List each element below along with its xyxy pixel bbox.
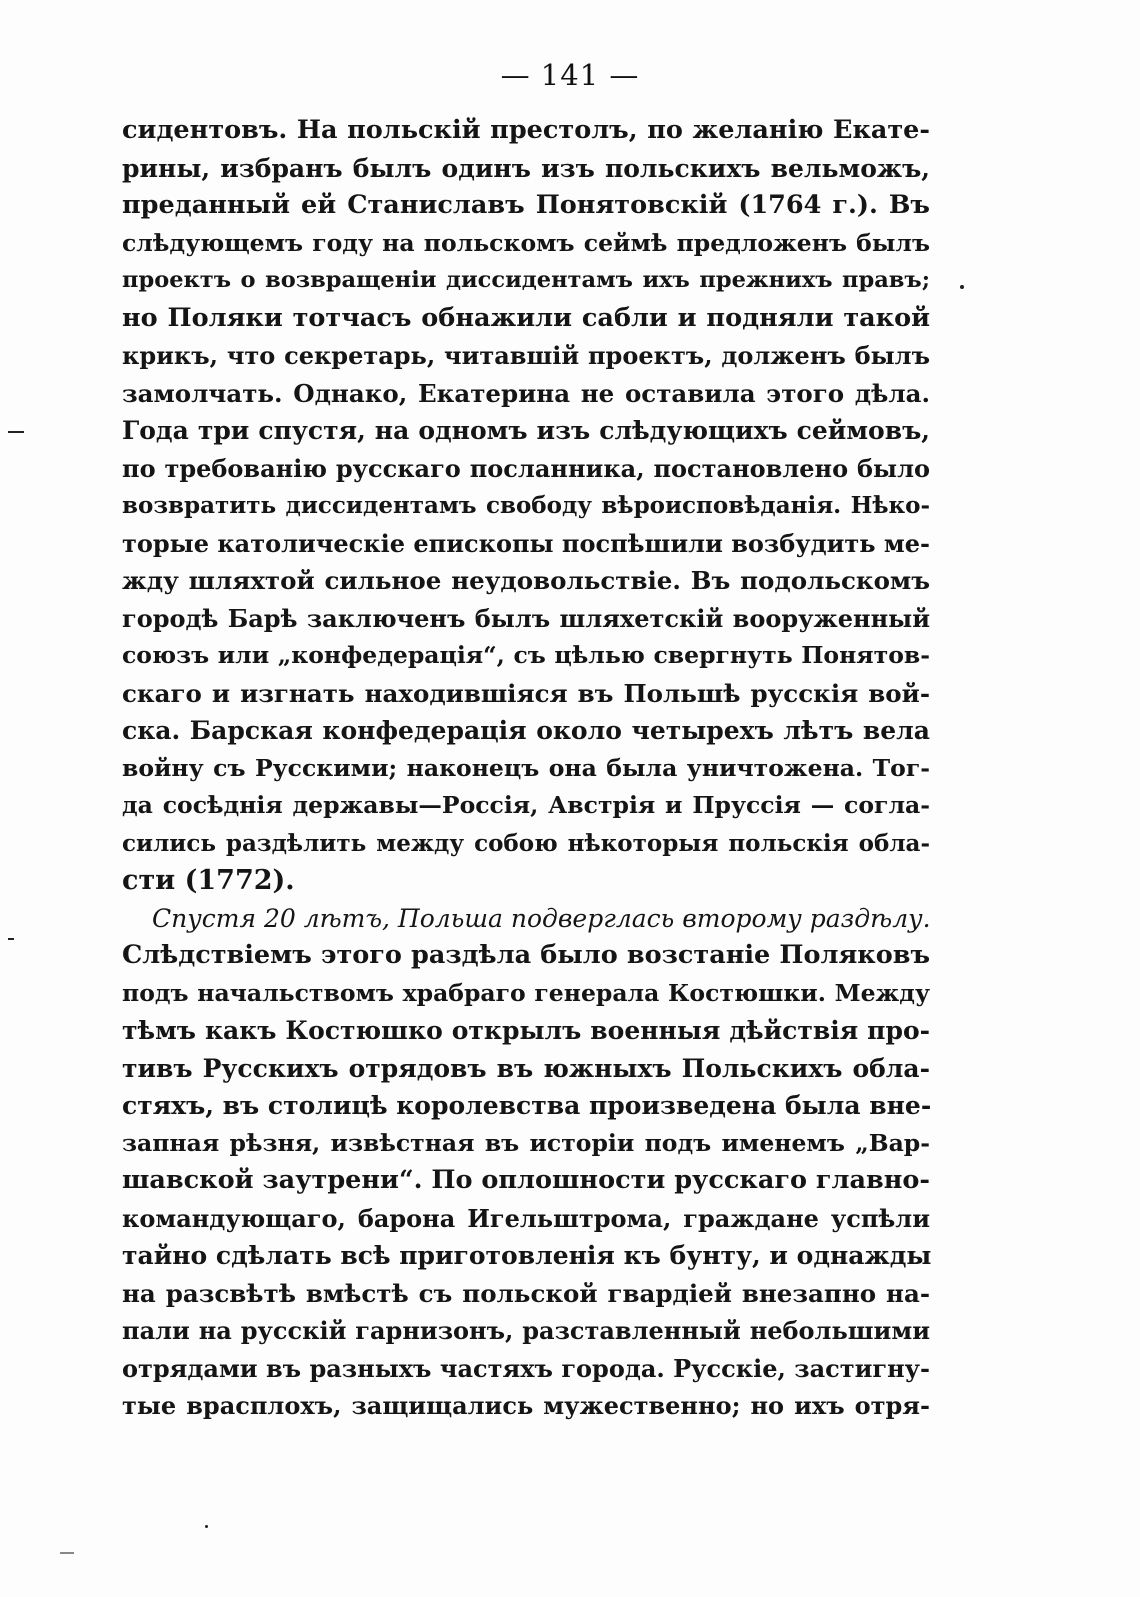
- text-line: на разсвѣтѣ вмѣстѣ съ польской гвардіей внезапно на-: [122, 1278, 930, 1308]
- text-line: жду шляхтой сильное неудовольствіе. Въ подольскомъ: [122, 566, 930, 595]
- text-line: подъ начальствомъ храбраго генерала Костюшки. Между: [122, 978, 930, 1007]
- text-line: Года три спустя, на одномъ изъ слѣдующихъ сеймовъ,: [122, 416, 930, 445]
- text-line: командующаго, барона Игельштрома, граждане успѣли: [122, 1203, 930, 1233]
- text-line: рины, избранъ былъ одинъ изъ польскихъ вельможъ,: [122, 153, 930, 183]
- text-line: по требованію русскаго посланника, постановлено было: [122, 453, 930, 483]
- scan-dot: [205, 1525, 208, 1528]
- text-line: городѣ Барѣ заключенъ былъ шляхетскій вооруженный: [122, 603, 930, 633]
- text-line: стяхъ, въ столицѣ королевства произведена была вне-: [122, 1091, 932, 1120]
- text-line: торые католическіе епископы поспѣшили возбудить ме-: [122, 528, 930, 558]
- scan-mark: [8, 938, 14, 940]
- scan-mark: [8, 431, 24, 433]
- text-line: крикъ, что секретарь, читавшій проектъ, долженъ былъ: [122, 341, 930, 370]
- text-line: замолчать. Однако, Екатерина не оставила этого дѣла.: [122, 378, 930, 408]
- text-line: слѣдующемъ году на польскомъ сеймѣ предложенъ былъ: [122, 228, 930, 257]
- text-line: возвратить диссидентамъ свободу вѣроисповѣданія. Нѣко-: [122, 492, 930, 519]
- text-line: преданный ей Станиславъ Понятовскій (1764 г.). Въ: [122, 190, 930, 220]
- text-line: скаго и изгнать находившіяся въ Польшѣ русскія вой-: [122, 678, 930, 708]
- text-line: проектъ о возвращеніи диссидентамъ ихъ прежнихъ правъ;: [122, 267, 930, 293]
- text-line: шавской заутрени“. По оплошности русскаго главно-: [122, 1165, 930, 1195]
- scan-mark: [60, 1552, 74, 1554]
- text-line: сились раздѣлить между собою нѣкоторыя польскія обла-: [122, 829, 930, 857]
- text-line: войну съ Русскими; наконецъ она была уничтожена. Тог-: [122, 753, 930, 782]
- text-line: пали на русскій гарнизонъ, разставленный небольшими: [122, 1316, 930, 1345]
- text-line: тѣмъ какъ Костюшко открылъ военныя дѣйствія про-: [122, 1016, 930, 1045]
- scan-dot: [960, 285, 964, 289]
- text-line: да сосѣднія державы—Россія, Австрія и Пруссія — согла-: [122, 791, 930, 819]
- text-line: ска. Барская конфедерація около четырехъ лѣтъ вела: [122, 716, 930, 745]
- text-line: союзъ или „конфедерація“, съ цѣлью свергнуть Понятов-: [122, 641, 930, 669]
- text-line: но Поляки тотчасъ обнажили сабли и подняли такой: [122, 302, 930, 333]
- paragraph-heading-line: Спустя 20 лѣтъ, Польша подверглась второму раздѣлу.: [152, 903, 931, 933]
- page-number: — 141 —: [500, 58, 640, 92]
- text-line: тивъ Русскихъ отрядовъ въ южныхъ Польскихъ обла-: [122, 1053, 930, 1083]
- body-text: [122, 112, 930, 1425]
- text-line: отрядами въ разныхъ частяхъ города. Русскіе, застигну-: [122, 1353, 930, 1383]
- text-line: сти (1772).: [122, 865, 295, 896]
- text-line: тые врасплохъ, защищались мужественно; но ихъ отря-: [122, 1391, 930, 1420]
- text-line: тайно сдѣлать всѣ приготовленія къ бунту, и однажды: [122, 1241, 932, 1270]
- text-line: Слѣдствіемъ этого раздѣла было возстаніе Поляковъ: [122, 940, 930, 970]
- text-line: сидентовъ. На польскій престолъ, по желанію Екате-: [122, 115, 930, 145]
- text-line: запная рѣзня, извѣстная въ исторіи подъ именемъ „Вар-: [122, 1128, 930, 1157]
